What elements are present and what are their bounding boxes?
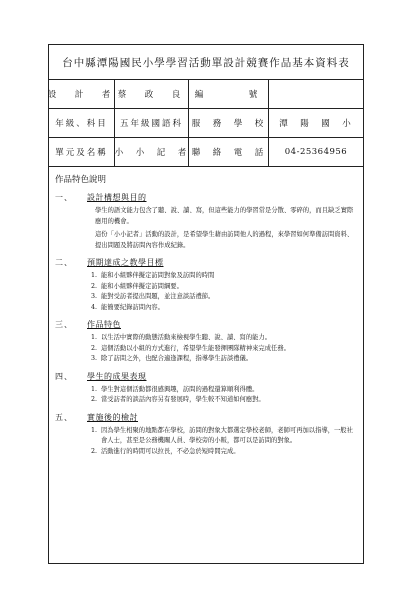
section-list [55, 333, 355, 365]
list-item: 2. 活動進行的時間可以拉長，不必急於短時間完成。 [99, 447, 355, 458]
info-row-grade [49, 109, 363, 138]
section-title: 設計構想與目的 [87, 193, 147, 202]
label-unit: 單元及名稱 [49, 138, 115, 166]
section-number: 三、 [55, 320, 73, 329]
section-title: 實施後的檢討 [87, 412, 138, 422]
info-row-designer [49, 80, 363, 109]
section-title: 預期達成之教學目標 [87, 258, 164, 267]
value-school: 潭 陽 國 小 [279, 119, 353, 129]
label-grade-subject: 年級、科目 [49, 109, 115, 137]
section-4 [55, 371, 355, 406]
value-designer: 蔡 政 良 [115, 80, 189, 108]
section-number: 一、 [55, 193, 73, 202]
list-item: 3. 除了訪問之外，也配合適逢課程，指導學生訪談禮儀。 [99, 354, 355, 365]
list-item: 1. 學生對這個活動都很感興趣，訪問的過程還算順利得體。 [99, 385, 355, 396]
list-item: 2. 當受訪者的談話內容另有發展時，學生較不知道如何應對。 [99, 395, 355, 406]
feature-description [49, 167, 363, 457]
label-school: 服 務 學 校 [189, 109, 269, 137]
label-phone: 聯 絡 電 話 [189, 138, 269, 166]
list-item: 3. 能對受訪者提出問題，並注意談話禮節。 [99, 292, 355, 303]
section-paragraph: 學生的語文能力包含了聽、說、讀、寫，但這些能力的學習常是分散、零碎的，而且缺乏實際應用的機會。 [95, 207, 354, 225]
info-form [48, 44, 364, 564]
section-3 [55, 319, 355, 365]
info-row-unit [49, 138, 363, 167]
section-2 [55, 257, 355, 313]
list-item: 1. 能和小組夥伴擬定訪問對象及訪問的時間 [99, 271, 355, 282]
section-number: 五、 [55, 412, 73, 422]
section-number: 二、 [55, 258, 73, 267]
section-title: 學生的成果表現 [87, 371, 147, 381]
section-5 [55, 412, 355, 458]
section-paragraph: 這份「小小記者」活動的設計，是希望學生藉由訪問他人的過程，來學習如何準備訪問資料、提出問題及將訪問內容作成紀錄。 [95, 231, 354, 249]
value-grade-subject: 五年級國語科 [115, 109, 189, 137]
section-list [55, 426, 355, 458]
section-list [55, 385, 355, 406]
form-title: 台中縣潭陽國民小學學習活動單設計競賽作品基本資料表 [49, 45, 363, 80]
section-1 [55, 192, 355, 251]
list-item: 4. 能簡要紀錄訪問內容。 [99, 303, 355, 314]
section-title: 作品特色 [87, 320, 121, 329]
content-title: 作品特色說明 [55, 175, 107, 185]
value-phone: 04-25364956 [284, 147, 348, 157]
list-item: 1. 以生活中實際的動態活動來檢視學生聽、說、讀、寫的能力。 [99, 333, 355, 344]
list-item: 1. 因為學生相聚的地點都在學校，訪問的對象大都選定學校老師，老師可再加以指導，一般社會人士，甚至是公務機關人員、學校旁的小販，都可以是訪問的對象。 [99, 426, 355, 447]
label-number: 編 號 [189, 80, 269, 108]
list-item: 2. 這個活動以小組的方式進行，希望學生能發揮團隊精神來完成任務。 [99, 344, 355, 355]
value-number [269, 80, 363, 108]
list-item: 2. 能和小組夥伴擬定訪問綱要。 [99, 282, 355, 293]
value-unit: 小 小 記 者 [115, 138, 189, 166]
section-number: 四、 [55, 371, 73, 381]
section-list [55, 271, 355, 313]
label-designer: 設 計 者 [49, 80, 115, 108]
